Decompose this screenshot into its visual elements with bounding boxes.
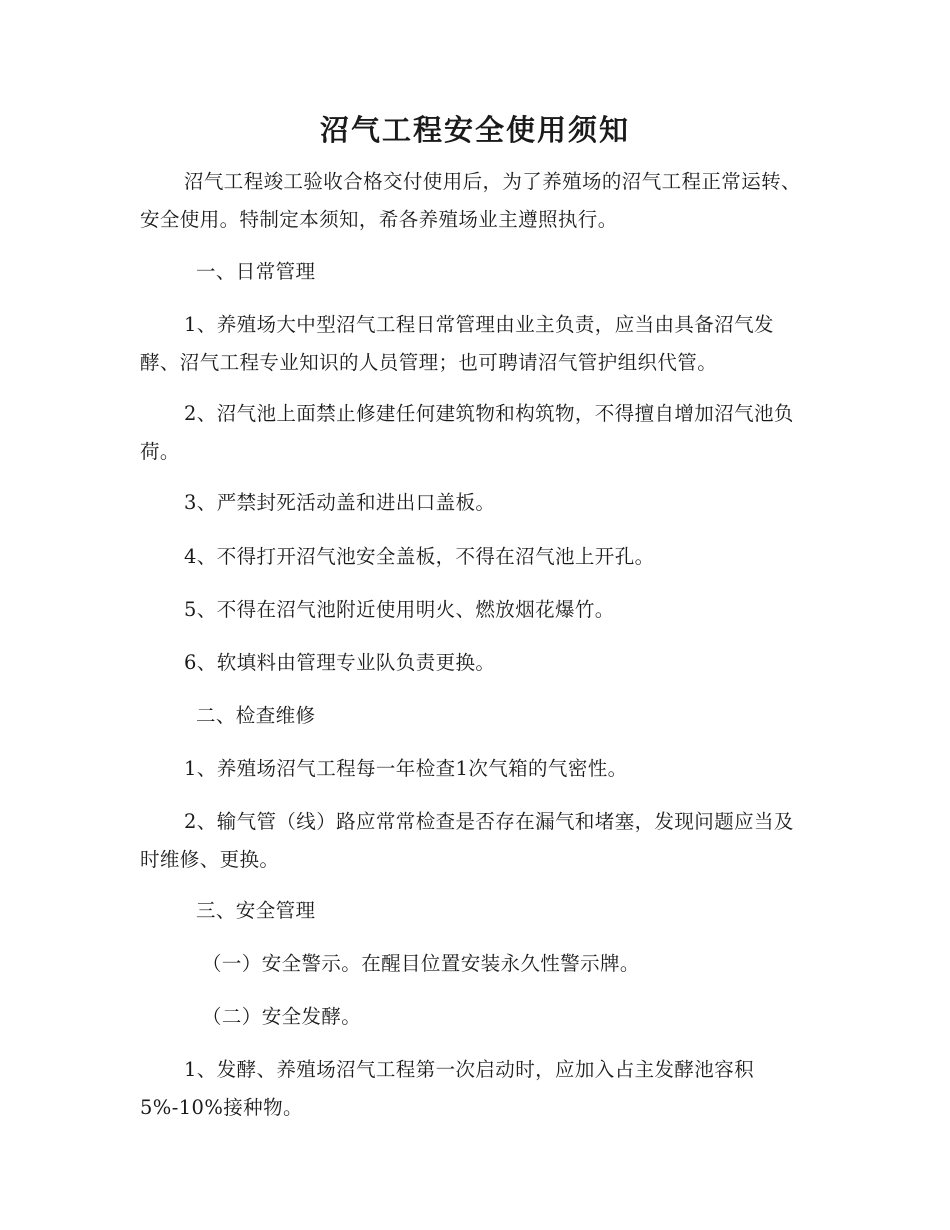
paragraph-inspection-item-2: 2、输气管（线）路应常常检查是否存在漏气和堵塞，发现问题应当及时维修、更换。 — [140, 810, 794, 871]
section-heading-daily-management: 一、日常管理 — [196, 260, 316, 283]
paragraph-daily-item-4: 4、不得打开沼气池安全盖板，不得在沼气池上开孔。 — [184, 545, 655, 568]
paragraph-daily-item-6: 6、软填料由管理专业队负责更换。 — [184, 651, 496, 674]
paragraph-safety-warning: （一）安全警示。在醒目位置安装永久性警示牌。 — [202, 952, 640, 975]
paragraph-fermentation-item-1: 1、发酵、养殖场沼气工程第一次启动时，应加入占主发酵池容积5%-10%接种物。 — [140, 1058, 755, 1119]
intro-paragraph: 沼气工程竣工验收合格交付使用后，为了养殖场的沼气工程正常运转、安全使用。特制定本须知，希各养殖场业主遵照执行。 — [140, 170, 801, 231]
paragraph-safety-fermentation: （二）安全发酵。 — [202, 1005, 362, 1028]
document-title: 沼气工程安全使用须知 — [319, 113, 630, 147]
paragraph-daily-item-5: 5、不得在沼气池附近使用明火、燃放烟花爆竹。 — [184, 598, 615, 621]
paragraph-daily-item-2: 2、沼气池上面禁止修建任何建筑物和构筑物，不得擅自增加沼气池负荷。 — [140, 402, 794, 463]
section-heading-inspection-repair: 二、检查维修 — [196, 704, 316, 727]
paragraph-daily-item-3: 3、严禁封死活动盖和进出口盖板。 — [184, 491, 496, 514]
paragraph-daily-item-1: 1、养殖场大中型沼气工程日常管理由业主负责，应当由具备沼气发酵、沼气工程专业知识的人员管理；也可聘请沼气管护组织代管。 — [140, 313, 774, 374]
section-heading-safety-management: 三、安全管理 — [196, 899, 316, 922]
paragraph-inspection-item-1: 1、养殖场沼气工程每一年检查1次气箱的气密性。 — [184, 757, 628, 780]
